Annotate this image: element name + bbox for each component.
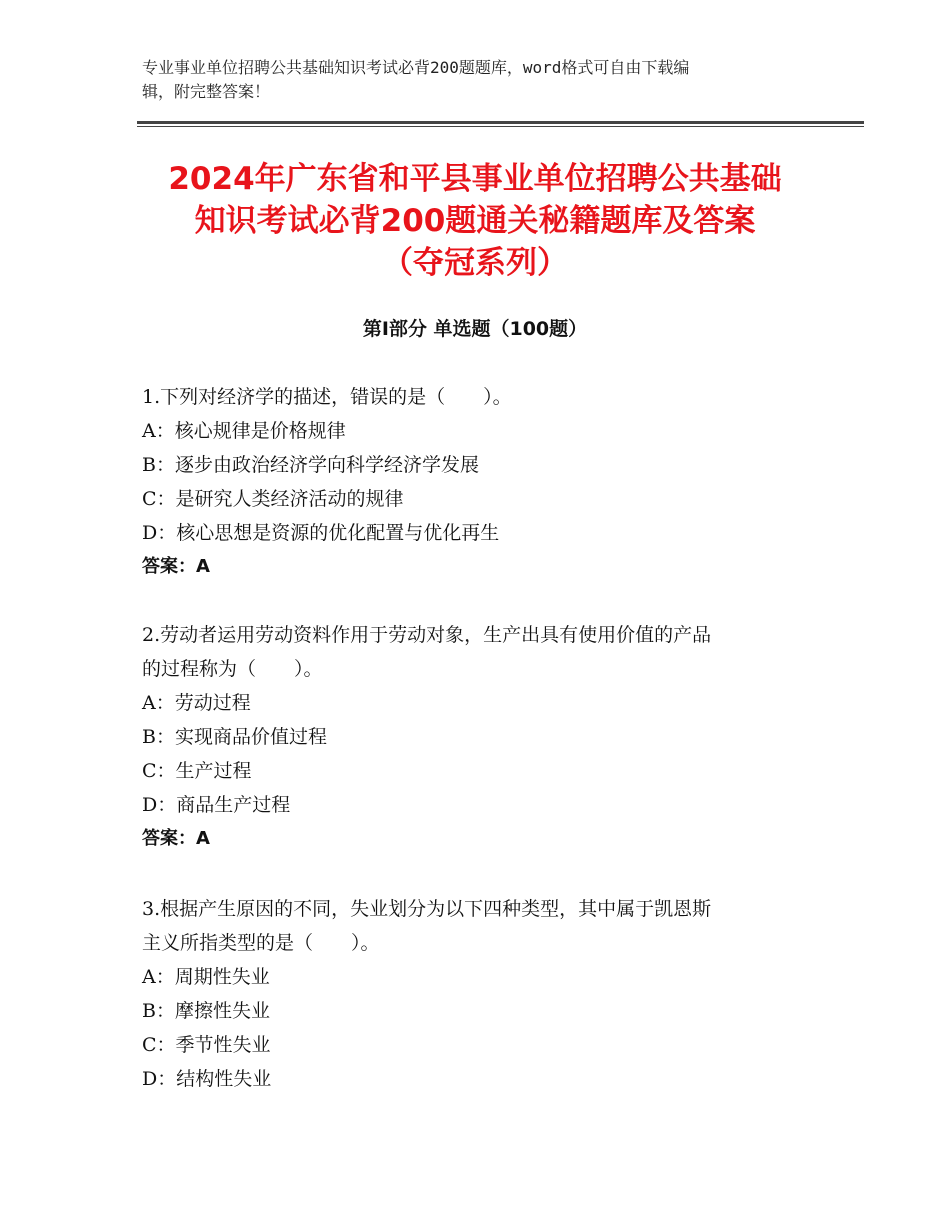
question-1 [142, 380, 822, 584]
option-c: C：生产过程 [142, 760, 252, 782]
option-c: C：是研究人类经济活动的规律 [142, 488, 404, 510]
document-title [100, 158, 850, 284]
option-a: A：劳动过程 [142, 692, 251, 714]
header-note-line-1: 专业事业单位招聘公共基础知识考试必背200题题库，word格式可自由下载编 [142, 58, 690, 77]
header-note [142, 56, 802, 104]
header-rule-thin [137, 126, 864, 127]
question-2 [142, 618, 822, 856]
option-b: B：实现商品价值过程 [142, 726, 327, 748]
option-c: C：季节性失业 [142, 1034, 271, 1056]
question-stem: 2.劳动者运用劳动资料作用于劳动对象，生产出具有使用价值的产品 [142, 624, 712, 646]
header-rule-thick [137, 121, 864, 124]
question-stem-continued: 主义所指类型的是（ ）。 [142, 932, 380, 954]
option-d: D：结构性失业 [142, 1068, 272, 1090]
header-note-line-2: 辑，附完整答案！ [142, 82, 271, 101]
question-3 [142, 892, 822, 1096]
answer: 答案：A [142, 828, 210, 849]
option-d: D：核心思想是资源的优化配置与优化再生 [142, 522, 500, 544]
question-stem-continued: 的过程称为（ ）。 [142, 658, 323, 680]
option-b: B：摩擦性失业 [142, 1000, 270, 1022]
question-stem: 1.下列对经济学的描述，错误的是（ ）。 [142, 386, 512, 408]
answer: 答案：A [142, 556, 210, 577]
question-stem: 3.根据产生原因的不同，失业划分为以下四种类型，其中属于凯恩斯 [142, 898, 712, 920]
option-a: A：核心规律是价格规律 [142, 420, 346, 442]
option-a: A：周期性失业 [142, 966, 270, 988]
option-d: D：商品生产过程 [142, 794, 291, 816]
option-b: B：逐步由政治经济学向科学经济学发展 [142, 454, 479, 476]
title-line-1: 2024年广东省和平县事业单位招聘公共基础 [168, 161, 782, 197]
title-line-3: （夺冠系列） [382, 245, 568, 281]
section-heading: 第Ⅰ部分 单选题（100题） [362, 318, 588, 340]
title-line-2: 知识考试必背200题通关秘籍题库及答案 [194, 203, 756, 239]
